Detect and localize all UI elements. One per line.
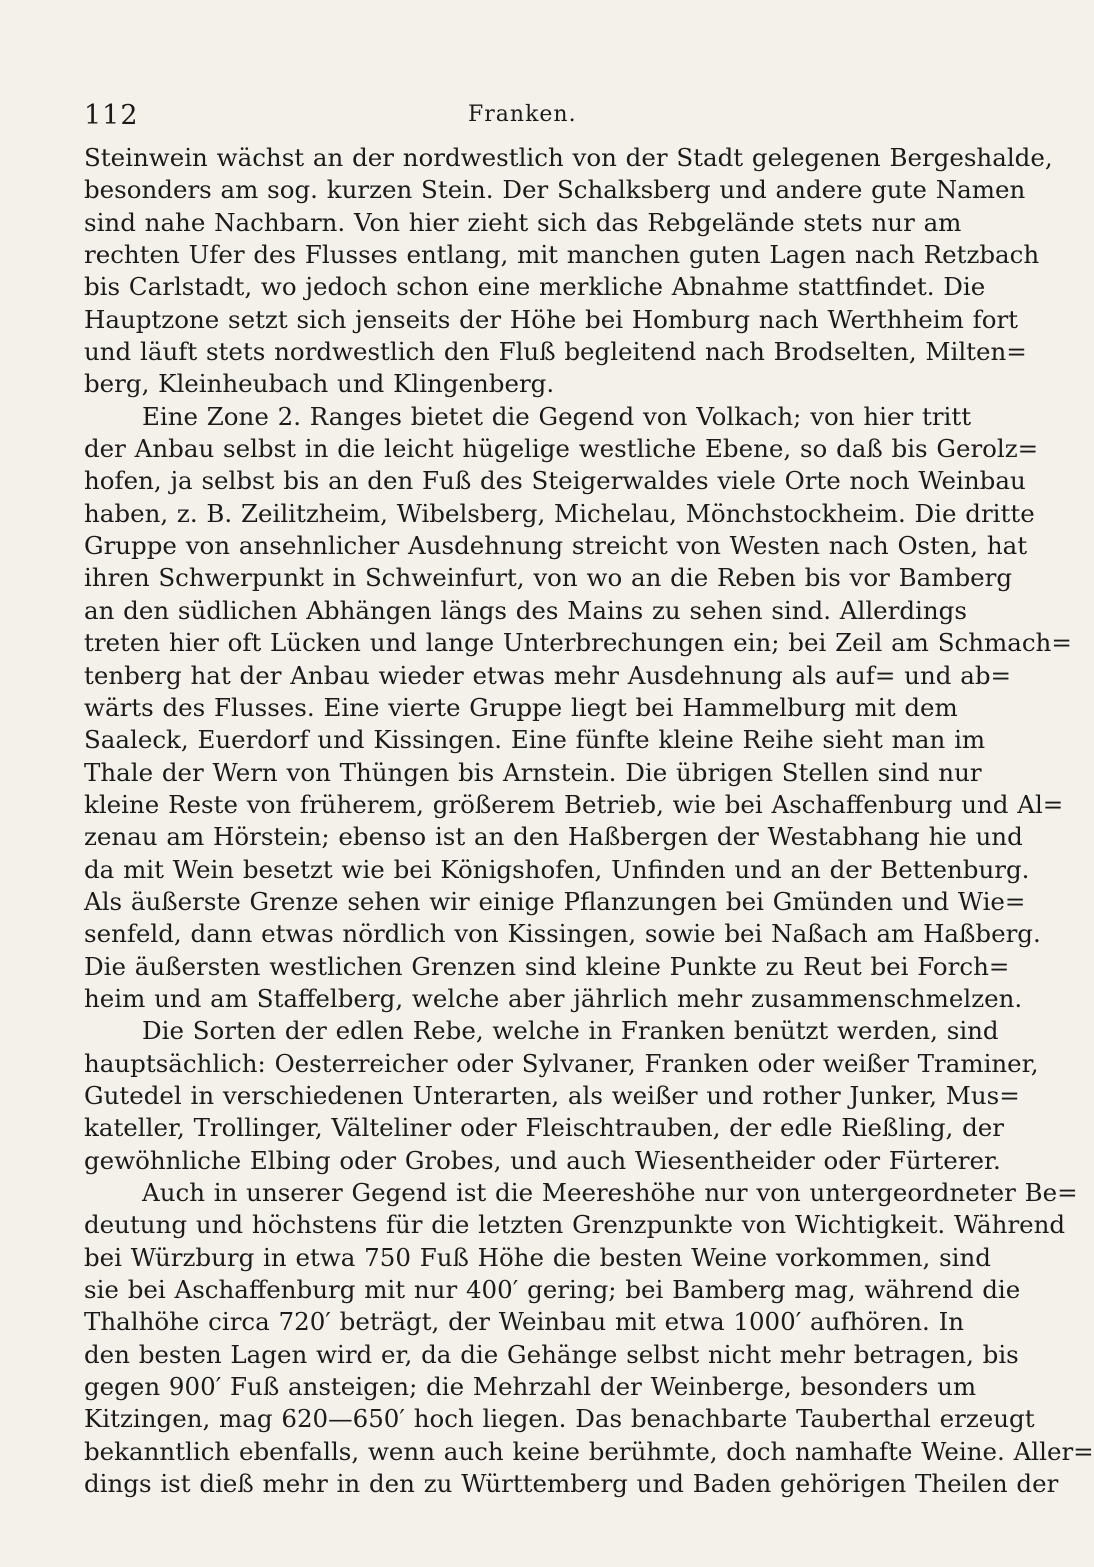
text-line: Die Sorten der edlen Rebe, welche in Franken benützt werden, sind (142, 1016, 999, 1046)
text-line: dings ist dieß mehr in den zu Württemberg und Baden gehörigen Theilen der (84, 1469, 1059, 1499)
text-line: Eine Zone 2. Ranges bietet die Gegend von Volkach; von hier tritt (142, 401, 972, 431)
text-line: Thalhöhe circa 720′ beträgt, der Weinbau mit etwa 1000′ aufhören. In (84, 1307, 965, 1337)
page-number: 112 (84, 100, 139, 131)
text-line: bei Würzburg in etwa 750 Fuß Höhe die besten Weine vorkommen, sind (84, 1242, 991, 1272)
text-line: sind nahe Nachbarn. Von hier zieht sich das Rebgelände stets nur am (84, 207, 962, 237)
text-line: Gruppe von ansehnlicher Ausdehnung streicht von Westen nach Osten, hat (84, 531, 1028, 561)
text-line: berg, Kleinheubach und Klingenberg. (84, 369, 555, 399)
paragraph (84, 401, 1072, 1016)
text-line: Die äußersten westlichen Grenzen sind kleine Punkte zu Reut bei Forch= (84, 951, 1010, 981)
text-line: heim und am Staffelberg, welche aber jährlich mehr zusammenschmelzen. (84, 983, 1023, 1013)
text-line: Kitzingen, mag 620—650′ hoch liegen. Das benachbarte Tauberthal erzeugt (84, 1404, 1035, 1434)
text-line: senfeld, dann etwas nördlich von Kissingen, sowie bei Naßach am Haßberg. (84, 919, 1041, 949)
paragraph (84, 1015, 1039, 1177)
running-head: Franken. (468, 102, 577, 127)
text-line: bekanntlich ebenfalls, wenn auch keine berühmte, doch namhafte Weine. Aller= (84, 1436, 1094, 1466)
text-line: kateller, Trollinger, Välteliner oder Fleischtrauben, der edle Rießling, der (84, 1113, 1005, 1143)
text-line: ihren Schwerpunkt in Schweinfurt, von wo an die Reben bis vor Bamberg (84, 563, 1013, 593)
text-line: gegen 900′ Fuß ansteigen; die Mehrzahl der Weinberge, besonders um (84, 1372, 977, 1402)
text-line: rechten Ufer des Flusses entlang, mit manchen guten Lagen nach Retzbach (84, 240, 1040, 270)
text-line: deutung und höchstens für die letzten Grenzpunkte von Wichtigkeit. Während (84, 1210, 1066, 1240)
text-line: Saaleck, Euerdorf und Kissingen. Eine fünfte kleine Reihe sieht man im (84, 725, 986, 755)
text-line: bis Carlstadt, wo jedoch schon eine merkliche Abnahme stattfindet. Die (84, 272, 986, 302)
text-line: Gutedel in verschiedenen Unterarten, als weißer und rother Junker, Mus= (84, 1080, 1020, 1110)
text-line: hofen, ja selbst bis an den Fuß des Steigerwaldes viele Orte noch Weinbau (84, 466, 1026, 496)
text-line: da mit Wein besetzt wie bei Königshofen, Unfinden und an der Bettenburg. (84, 854, 1030, 884)
text-line: Thale der Wern von Thüngen bis Arnstein. Die übrigen Stellen sind nur (84, 757, 982, 787)
text-line: haben, z. B. Zeilitzheim, Wibelsberg, Michelau, Mönchstockheim. Die dritte (84, 498, 1035, 528)
text-line: Als äußerste Grenze sehen wir einige Pflanzungen bei Gmünden und Wie= (84, 886, 1026, 916)
text-line: gewöhnliche Elbing oder Grobes, und auch Wiesentheider oder Fürterer. (84, 1145, 1001, 1175)
body-text (84, 142, 1094, 1500)
text-line: Hauptzone setzt sich jenseits der Höhe bei Homburg nach Werthheim fort (84, 304, 1019, 334)
text-line: besonders am sog. kurzen Stein. Der Schalksberg und andere gute Namen (84, 175, 1026, 205)
text-line: kleine Reste von früherem, größerem Betrieb, wie bei Aschaffenburg und Al= (84, 789, 1064, 819)
text-line: den besten Lagen wird er, da die Gehänge selbst nicht mehr betragen, bis (84, 1339, 1019, 1369)
text-line: treten hier oft Lücken und lange Unterbrechungen ein; bei Zeil am Schmach= (84, 628, 1072, 658)
text-line: zenau am Hörstein; ebenso ist an den Haßbergen der Westabhang hie und (84, 822, 1023, 852)
text-line: der Anbau selbst in die leicht hügelige westliche Ebene, so daß bis Gerolz= (84, 434, 1039, 464)
text-line: Auch in unserer Gegend ist die Meereshöhe nur von untergeordneter Be= (142, 1178, 1078, 1207)
paragraph (84, 1177, 1094, 1500)
book-page (84, 96, 1094, 1499)
text-line: tenberg hat der Anbau wieder etwas mehr Ausdehnung als auf= und ab= (84, 660, 1012, 690)
text-line: hauptsächlich: Oesterreicher oder Sylvaner, Franken oder weißer Traminer, (84, 1048, 1039, 1078)
text-line: wärts des Flusses. Eine vierte Gruppe liegt bei Hammelburg mit dem (84, 692, 958, 722)
text-line: und läuft stets nordwestlich den Fluß begleitend nach Brodselten, Milten= (84, 337, 1027, 367)
paragraph (84, 142, 1053, 401)
text-line: Steinwein wächst an der nordwestlich von der Stadt gelegenen Bergeshalde, (84, 143, 1053, 172)
text-line: sie bei Aschaffenburg mit nur 400′ gering; bei Bamberg mag, während die (84, 1275, 1021, 1305)
page-header (84, 96, 914, 142)
text-line: an den südlichen Abhängen längs des Mains zu sehen sind. Allerdings (84, 595, 967, 625)
